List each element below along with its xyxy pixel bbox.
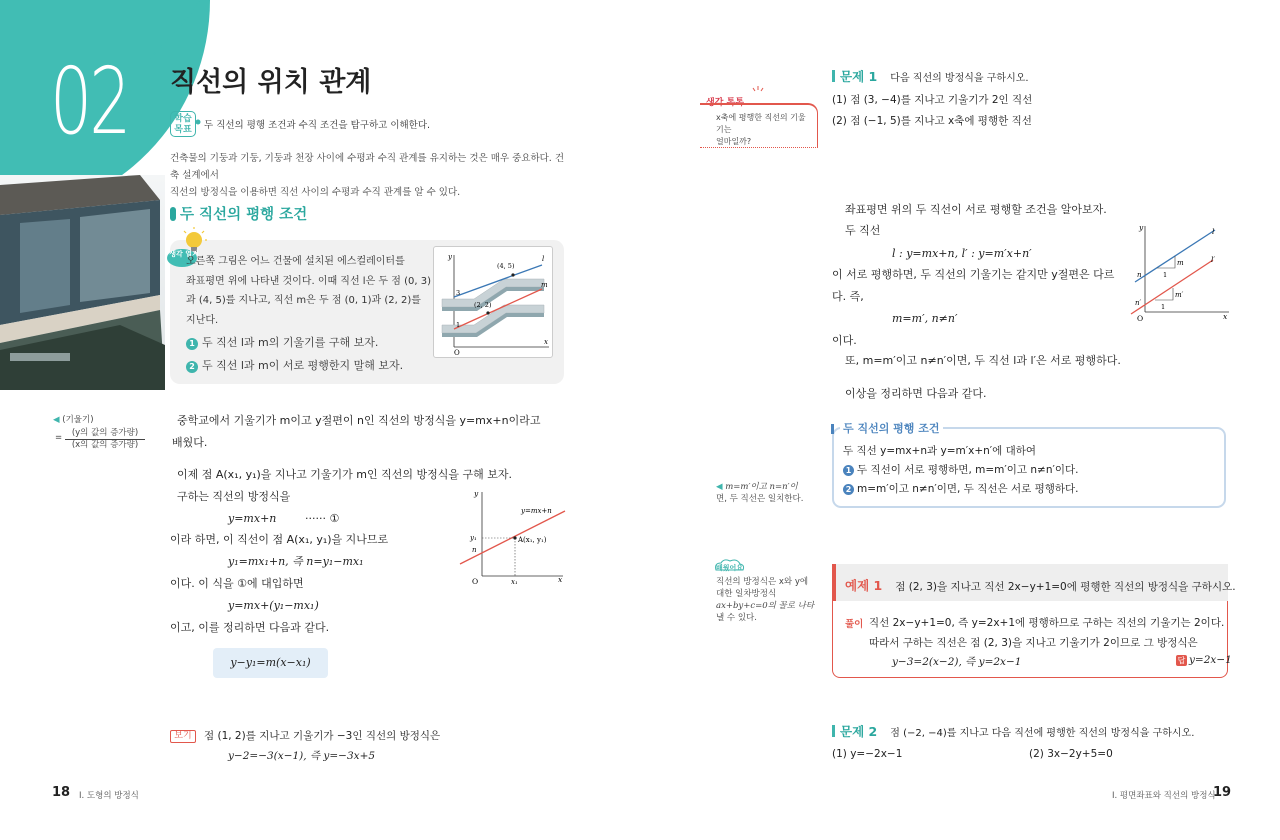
slope-side-note bbox=[53, 414, 94, 426]
cond-number-badge: 1 bbox=[843, 465, 854, 476]
body-paragraph-6: 이고, 이를 정리하면 다음과 같다. bbox=[170, 621, 330, 634]
fig2-point-label: A(x₁, y₁) bbox=[518, 536, 547, 544]
learned-note-line3: ax+by+c=0의 꼴로 나타 bbox=[716, 601, 815, 611]
think-question-1-text: 두 직선 l과 m의 기울기를 구해 보자. bbox=[202, 336, 379, 349]
right-paragraph-1: 좌표평면 위의 두 직선이 서로 평행할 조건을 알아보자. bbox=[845, 203, 1107, 216]
problem-bar-icon bbox=[832, 725, 835, 737]
fig1-m-label: m bbox=[541, 281, 548, 289]
example-1-title: 예제 1 bbox=[845, 578, 883, 593]
cond-item-2-text: m=m′이고 n≠n′이면, 두 직선은 서로 평행하다. bbox=[857, 483, 1079, 495]
learned-side-note bbox=[716, 576, 814, 624]
right-footer: I. 평면좌표와 직선의 방정식 bbox=[1112, 791, 1216, 801]
think-line1: 오른쪽 그림은 어느 건물에 설치된 에스컬레이터를 bbox=[186, 256, 405, 267]
escalator-graph bbox=[434, 247, 554, 359]
cond-item-1 bbox=[843, 462, 1079, 477]
equation-1: y=mx+n bbox=[228, 512, 277, 525]
fig3-x-label: x bbox=[1223, 312, 1228, 321]
fig1-point-22: (2, 2) bbox=[474, 301, 492, 309]
question-number-badge: 1 bbox=[186, 338, 198, 350]
right-page-number: 19 bbox=[1213, 785, 1232, 800]
coincide-side-note bbox=[716, 481, 803, 505]
problem-2-item-1: (1) y=−2x−1 bbox=[832, 748, 903, 760]
slope-note-numerator: (y의 값의 증가량) bbox=[65, 427, 145, 440]
example-badge: 보기 bbox=[170, 730, 196, 743]
goal-dot-icon bbox=[195, 119, 201, 125]
coincide-note-line2: 면, 두 직선은 일치한다. bbox=[716, 494, 804, 504]
right-paragraph-2: 두 직선 bbox=[845, 224, 881, 237]
fig3-n-label: n bbox=[1137, 271, 1142, 279]
example-1-heading bbox=[845, 575, 1236, 594]
point-slope-formula: y−y₁=m(x−x₁) bbox=[213, 648, 328, 678]
equation-1-tag: ······ ① bbox=[305, 512, 340, 525]
point-slope-graph bbox=[455, 486, 570, 586]
fig2-y-label: y bbox=[474, 489, 479, 498]
parallel-condition-title: 두 직선의 평행 조건 bbox=[840, 420, 943, 436]
problem-2-title: 문제 2 bbox=[840, 724, 878, 739]
right-paragraph-4: 다. 즉, bbox=[832, 290, 864, 303]
think-line3: 과 (4, 5)를 지나고, 직선 m은 두 점 (0, 1)과 (2, 2)를 bbox=[186, 295, 421, 306]
page-title: 직선의 위치 관계 bbox=[170, 67, 372, 98]
tip-label: 생각 톡톡 bbox=[706, 98, 744, 108]
fig1-tick-1: 1 bbox=[456, 321, 461, 329]
problem-1-title: 문제 1 bbox=[840, 69, 878, 84]
answer-value: y=2x−1 bbox=[1189, 654, 1232, 666]
right-paragraph-7: 이상을 정리하면 다음과 같다. bbox=[845, 387, 987, 400]
slope-note-denominator: (x의 값의 증가량) bbox=[71, 440, 139, 450]
parallel-condition-equation: m=m′, n≠n′ bbox=[892, 312, 958, 325]
learning-goal-badge bbox=[170, 111, 196, 137]
building-photo bbox=[0, 175, 165, 390]
solution-line-1: 직선 2x−y+1=0, 즉 y=2x+1에 평행하므로 구하는 직선의 기울기는 2이다. bbox=[869, 617, 1225, 629]
cond-item-1-text: 두 직선이 서로 평행하면, m=m′이고 n≠n′이다. bbox=[857, 464, 1079, 476]
section-heading-text: 두 직선의 평행 조건 bbox=[180, 207, 308, 223]
fig3-run-label-1: 1 bbox=[1163, 271, 1168, 279]
think-badge-bottom: 열기 bbox=[185, 250, 199, 258]
fig3-l-label: l bbox=[1212, 227, 1215, 236]
answer-badge: 답 bbox=[1177, 656, 1186, 665]
problem-1-item-1: (1) 점 (3, −4)를 지나고 기울기가 2인 직선 bbox=[832, 94, 1033, 106]
fig3-lprime-label: l′ bbox=[1211, 255, 1216, 264]
learned-label: 배웠어요 bbox=[716, 564, 744, 572]
fig2-line-label: y=mx+n bbox=[521, 507, 552, 515]
fig1-y-label: y bbox=[448, 253, 452, 261]
intro-line2: 직선의 방정식을 이용하면 직선 사이의 수평과 수직 관계를 알 수 있다. bbox=[170, 187, 461, 198]
solution-line-2: 따라서 구하는 직선은 점 (2, 3)을 지나고 기울기가 2이므로 그 방정식은 bbox=[869, 637, 1198, 649]
body1-line-a: 중학교에서 기울기가 m이고 y절편이 n인 직선의 방정식을 y=mx+n이라고 bbox=[177, 414, 541, 427]
solution-line-3: y−3=2(x−2), 즉 y=2x−1 bbox=[892, 656, 1022, 668]
problem-1-item-2: (2) 점 (−1, 5)를 지나고 x축에 평행한 직선 bbox=[832, 115, 1032, 127]
note-arrow-icon: ◀ bbox=[53, 415, 60, 425]
learned-note-line2: 대한 일차방정식 bbox=[716, 589, 777, 599]
left-page-number: 18 bbox=[52, 785, 71, 800]
cond-intro: 두 직선 y=mx+n과 y=m′x+n′에 대하여 bbox=[843, 445, 1037, 457]
section-heading bbox=[170, 203, 307, 224]
fig1-origin-label: O bbox=[454, 349, 460, 357]
tip-text-line2: 얼마일까? bbox=[716, 137, 752, 146]
fig2-x-label: x bbox=[558, 575, 563, 584]
fig3-run-label-2: 1 bbox=[1161, 303, 1166, 311]
think-question-1 bbox=[186, 334, 378, 350]
example-1-desc: 점 (2, 3)을 지나고 직선 2x−y+1=0에 평행한 직선의 방정식을 구하시오. bbox=[895, 581, 1236, 593]
body-paragraph-1 bbox=[172, 410, 567, 454]
body-paragraph-3: 구하는 직선의 방정식을 bbox=[177, 490, 291, 503]
problem-2-item-2: (2) 3x−2y+5=0 bbox=[1029, 748, 1113, 760]
problem-bar-icon bbox=[832, 70, 835, 82]
fig3-m-label: m bbox=[1177, 259, 1184, 267]
chapter-number: 02 bbox=[50, 48, 129, 155]
dotted-arc-decoration bbox=[140, 0, 220, 60]
question-number-badge: 2 bbox=[186, 361, 198, 373]
think-question-2 bbox=[186, 357, 403, 373]
body-paragraph-2: 이제 점 A(x₁, y₁)을 지나고 기울기가 m인 직선의 방정식을 구해 보자. bbox=[177, 468, 513, 481]
problem-1-heading bbox=[832, 66, 1029, 85]
intro-line1: 건축물의 기둥과 기둥, 기둥과 천장 사이에 수평과 수직 관계를 유지하는 것은 매우 중요하다. 건축 설계에서 bbox=[170, 153, 565, 181]
equation-2: y₁=mx₁+n, 즉 n=y₁−mx₁ bbox=[228, 555, 364, 568]
think-badge-top: 생각 bbox=[169, 250, 183, 258]
slope-note-label: (기울기) bbox=[62, 415, 94, 425]
cond-number-badge: 2 bbox=[843, 484, 854, 495]
body-paragraph-5: 이다. 이 식을 ①에 대입하면 bbox=[170, 577, 304, 590]
fig2-y1-label: y₁ bbox=[470, 534, 477, 542]
think-open-text bbox=[186, 252, 431, 330]
fig3-y-label: y bbox=[1139, 223, 1144, 232]
cond-item-2 bbox=[843, 481, 1079, 496]
note-arrow-icon: ◀ bbox=[716, 482, 723, 492]
problem-2-heading bbox=[832, 721, 1194, 740]
tip-text-line1: x축에 평행한 직선의 기울기는 bbox=[716, 113, 806, 134]
section-pill-icon bbox=[170, 207, 176, 221]
learned-note-line1: 직선의 방정식은 x와 y에 bbox=[716, 577, 809, 587]
fig3-origin-label: O bbox=[1137, 314, 1144, 323]
solution-label: 풀이 bbox=[845, 619, 864, 630]
fig2-n-label: n bbox=[472, 546, 477, 554]
problem-1-desc: 다음 직선의 방정식을 구하시오. bbox=[890, 73, 1029, 84]
right-paragraph-5: 이다. bbox=[832, 334, 857, 347]
think-line4: 지난다. bbox=[186, 314, 219, 326]
equation-3: y=mx+(y₁−mx₁) bbox=[228, 599, 319, 612]
goal-badge-line1: 학습 bbox=[174, 114, 192, 124]
fig1-point-45: (4, 5) bbox=[497, 262, 515, 270]
coincide-note-line1: m=m′이고 n=n′이 bbox=[725, 482, 798, 492]
example-line-1: 점 (1, 2)를 지나고 기울기가 −3인 직선의 방정식은 bbox=[204, 730, 441, 742]
think-question-2-text: 두 직선 l과 m이 서로 평행한지 말해 보자. bbox=[202, 359, 404, 372]
intro-paragraph bbox=[170, 150, 570, 201]
body1-line-b: 배웠다. bbox=[172, 436, 208, 449]
fig2-x1-label: x₁ bbox=[511, 578, 518, 586]
tip-text bbox=[716, 112, 812, 148]
think-line2: 좌표평면 위에 나타낸 것이다. 이때 직선 l은 두 점 (0, 3) bbox=[186, 275, 431, 287]
example-line-2: y−2=−3(x−1), 즉 y=−3x+5 bbox=[228, 750, 376, 762]
right-paragraph-3: 이 서로 평행하면, 두 직선의 기울기는 같지만 y절편은 다르 bbox=[832, 268, 1115, 281]
fig1-x-label: x bbox=[544, 338, 548, 346]
right-paragraph-6: 또, m=m′이고 n≠n′이면, 두 직선 l과 l′은 서로 평행하다. bbox=[845, 354, 1121, 367]
answer bbox=[1176, 654, 1232, 666]
escalator-figure bbox=[433, 246, 553, 358]
left-footer: I. 도형의 방정식 bbox=[79, 791, 139, 801]
body-paragraph-4: 이라 하면, 이 직선이 점 A(x₁, y₁)을 지나므로 bbox=[170, 533, 389, 546]
fig2-origin-label: O bbox=[472, 577, 479, 586]
learned-note-line4: 낼 수 있다. bbox=[716, 613, 757, 623]
problem-2-desc: 점 (−2, −4)를 지나고 다음 직선에 평행한 직선의 방정식을 구하시오. bbox=[890, 728, 1195, 739]
cond-bar-icon bbox=[831, 424, 834, 434]
fig3-mprime-label: m′ bbox=[1175, 291, 1184, 299]
fig1-l-label: l bbox=[542, 255, 545, 263]
learning-goal-text: 두 직선의 평행 조건과 수직 조건을 탐구하고 이해한다. bbox=[204, 120, 431, 131]
fig1-tick-3: 3 bbox=[456, 289, 461, 297]
fig3-nprime-label: n′ bbox=[1135, 299, 1142, 307]
goal-badge-line2: 목표 bbox=[174, 125, 192, 135]
two-lines-equation: l : y=mx+n, l′ : y=m′x+n′ bbox=[892, 247, 1032, 260]
parallel-lines-graph bbox=[1125, 222, 1233, 326]
